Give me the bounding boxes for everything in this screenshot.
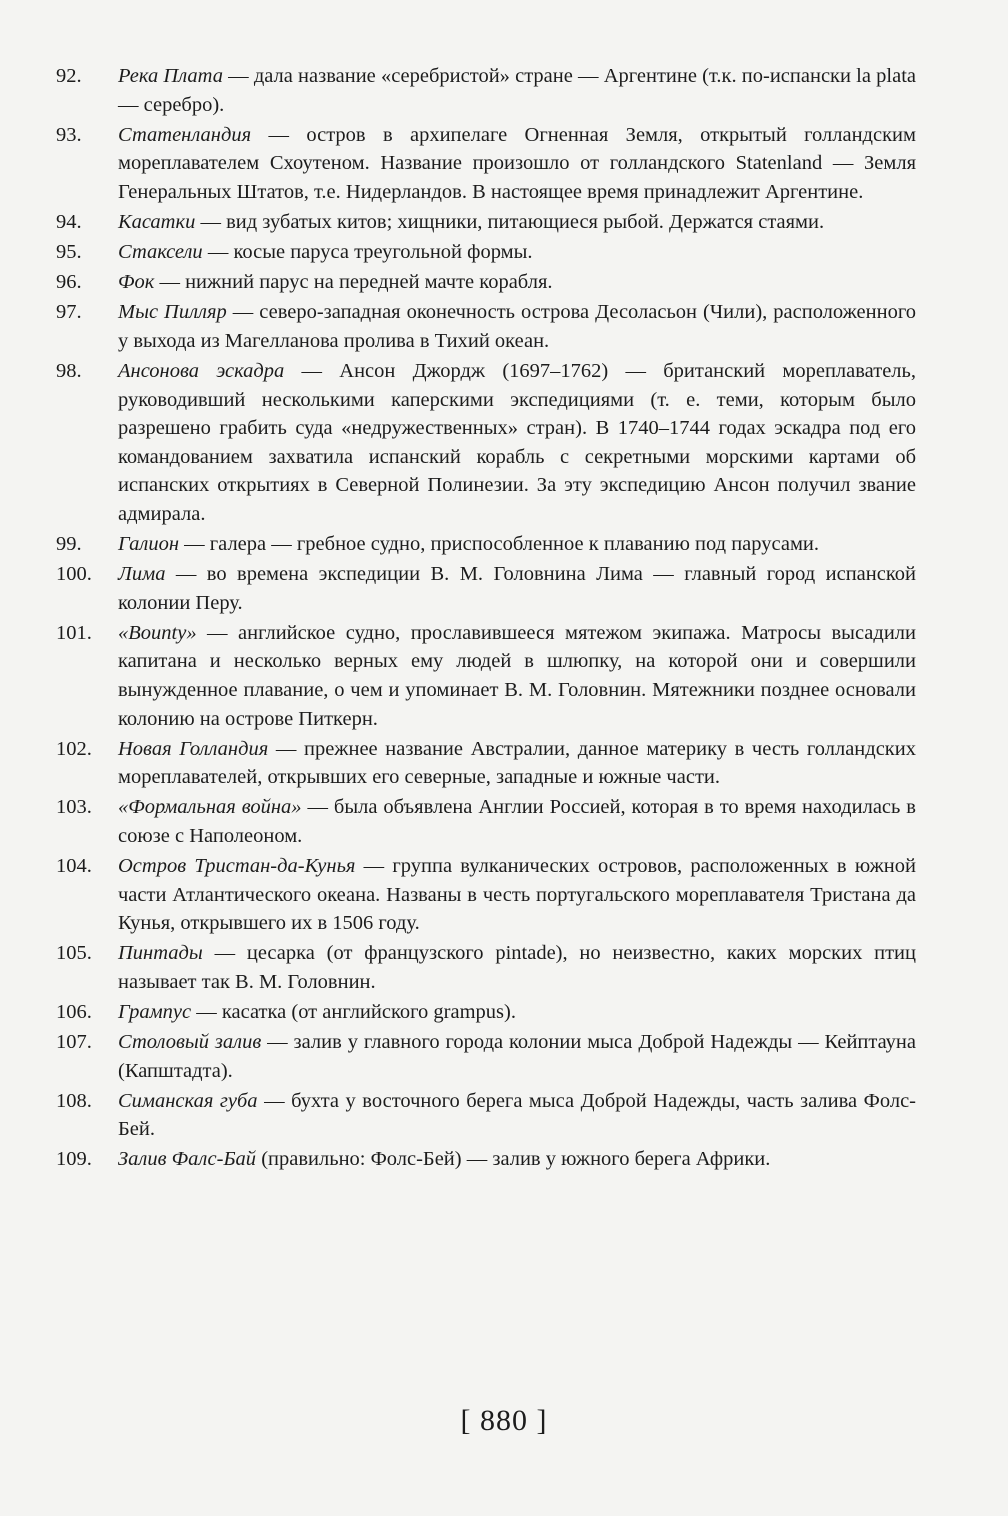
note-term: «Формальная война» (118, 796, 302, 819)
note-97 (56, 298, 916, 355)
note-body (118, 1087, 916, 1144)
note-body (118, 530, 916, 559)
note-text: — остров в архипелаге Огненная Земля, открытый голландским мореплавателем Схоутеном. Название произошло от голландского Statenland — Земля Генеральных Штатов, т.е. Нидерландов. В настоящее время принадлежит Аргентине. (118, 123, 916, 203)
note-text: — касатка (от английского grampus). (191, 1001, 516, 1023)
note-101 (56, 619, 916, 733)
note-number: 93. (56, 123, 82, 146)
note-number: 102. (56, 737, 92, 760)
note-body (118, 998, 916, 1027)
note-term: Стаксели (118, 241, 203, 264)
note-term: Статенландия (118, 123, 252, 146)
note-body (118, 939, 916, 996)
note-109 (56, 1145, 916, 1174)
note-number: 95. (56, 241, 82, 264)
note-99 (56, 530, 916, 559)
note-106 (56, 998, 916, 1027)
note-number: 105. (56, 942, 92, 965)
note-text: — северо-западная оконечность острова Десоласьон (Чили), расположенного у выхода из Магелланова пролива в Тихий океан. (118, 301, 916, 352)
note-number: 94. (56, 210, 82, 233)
note-body (118, 1145, 916, 1174)
note-text: — Ансон Джордж (1697–1762) — британский мореплаватель, руководивший несколькими каперскими экспедициями (т. е. теми, которым было разрешено грабить суда «недружественных» стран). В 1740–1744 годах эскадра под его командованием захватила испанский корабль с секретными морскими картами об испанских открытиях в Северной Полинезии. За эту экспедицию Ансон получил звание адмирала. (118, 359, 917, 525)
note-105 (56, 939, 916, 996)
note-term: Грампус (118, 1001, 192, 1023)
note-108 (56, 1087, 916, 1144)
note-number: 92. (56, 65, 82, 87)
note-number: 99. (56, 533, 82, 555)
note-term: Столовый залив (118, 1031, 262, 1054)
notes-list (56, 62, 916, 1176)
note-body (118, 268, 916, 297)
note-term: Пинтады (118, 942, 203, 965)
note-term: Остров Тристан-да-Кунья (118, 855, 356, 878)
note-number: 107. (56, 1031, 92, 1054)
note-text: — была объявлена Англии Россией, которая в то время находилась в союзе с Наполеоном. (118, 796, 916, 847)
note-body (118, 121, 916, 207)
note-body (118, 298, 916, 355)
note-text: — залив у главного города колонии мыса Доброй Надежды — Кейптауна (Капштадта). (118, 1031, 916, 1082)
note-number: 96. (56, 271, 82, 294)
note-term: Мыс Пилляр (118, 301, 227, 324)
note-text: (правильно: Фолс-Бей) — залив у южного берега Африки. (256, 1148, 771, 1171)
note-number: 109. (56, 1148, 92, 1171)
note-text: — английское судно, прославившееся мятежом экипажа. Матросы высадили капитана и несколько верных ему людей в шлюпку, на которой они и совершили вынужденное плавание, о чем и упоминает В. М. Головнин. Мятежники позднее основали колонию на острове Питкерн. (118, 621, 916, 730)
note-94 (56, 208, 916, 237)
note-body (118, 208, 916, 237)
note-92 (56, 62, 916, 119)
note-text: — галера — гребное судно, приспособленное к плаванию под парусами. (179, 533, 820, 555)
note-number: 104. (56, 855, 92, 878)
note-100 (56, 560, 916, 617)
note-term: Симанская губа (118, 1089, 258, 1112)
note-term: Касатки (118, 210, 196, 233)
note-96 (56, 268, 916, 297)
note-body (118, 852, 916, 938)
note-term: Река Плата (118, 65, 223, 87)
note-term: Ансонова эскадра (118, 359, 285, 382)
note-term: Галион (118, 533, 180, 555)
note-text: — вид зубатых китов; хищники, питающиеся рыбой. Держатся стаями. (195, 210, 825, 233)
note-102 (56, 735, 916, 792)
note-number: 108. (56, 1089, 92, 1112)
note-text: — нижний парус на передней мачте корабля. (154, 271, 553, 294)
note-93 (56, 121, 916, 207)
note-text: — бухта у восточного берега мыса Доброй Надежды, часть залива Фолс-Бей. (118, 1089, 916, 1141)
note-body (118, 560, 916, 617)
note-text: — дала название «серебристой» стране — Аргентине (т.к. по-испански la plata — серебро). (118, 65, 916, 116)
page-number: [ 880 ] (460, 1404, 548, 1437)
note-number: 101. (56, 621, 92, 644)
note-text: — во времена экспедиции В. М. Головнина Лима — главный город испанской колонии Перу. (118, 563, 916, 614)
note-text: — группа вулканических островов, расположенных в южной части Атлантического океана. Названы в честь португальского мореплавателя Тристана да Кунья, открывшего их в 1506 году. (118, 855, 916, 935)
note-body (118, 735, 916, 792)
note-104 (56, 852, 916, 938)
note-body (118, 619, 916, 733)
note-body (118, 62, 916, 119)
note-text: — прежнее название Австралии, данное материку в честь голландских мореплавателей, открывших его северные, западные и южные части. (118, 737, 916, 789)
note-103 (56, 793, 916, 850)
note-body (118, 238, 916, 267)
note-body (118, 793, 916, 850)
note-term: «Bounty» (118, 621, 197, 644)
note-text: — косые паруса треугольной формы. (202, 241, 533, 264)
note-term: Фок (118, 271, 155, 294)
note-98 (56, 357, 916, 529)
note-text: — цесарка (от французского pintade), но неизвестно, каких морских птиц называет так В. М. Головнин. (118, 942, 916, 993)
note-body (118, 357, 916, 529)
note-term: Новая Голландия (118, 737, 269, 760)
note-body (118, 1028, 916, 1085)
note-term: Лима (118, 563, 166, 586)
note-number: 98. (56, 359, 82, 382)
note-number: 103. (56, 796, 92, 819)
note-95 (56, 238, 916, 267)
note-number: 106. (56, 1001, 92, 1023)
note-number: 97. (56, 301, 82, 324)
note-107 (56, 1028, 916, 1085)
note-number: 100. (56, 563, 92, 586)
note-term: Залив Фалс-Бай (118, 1148, 257, 1171)
